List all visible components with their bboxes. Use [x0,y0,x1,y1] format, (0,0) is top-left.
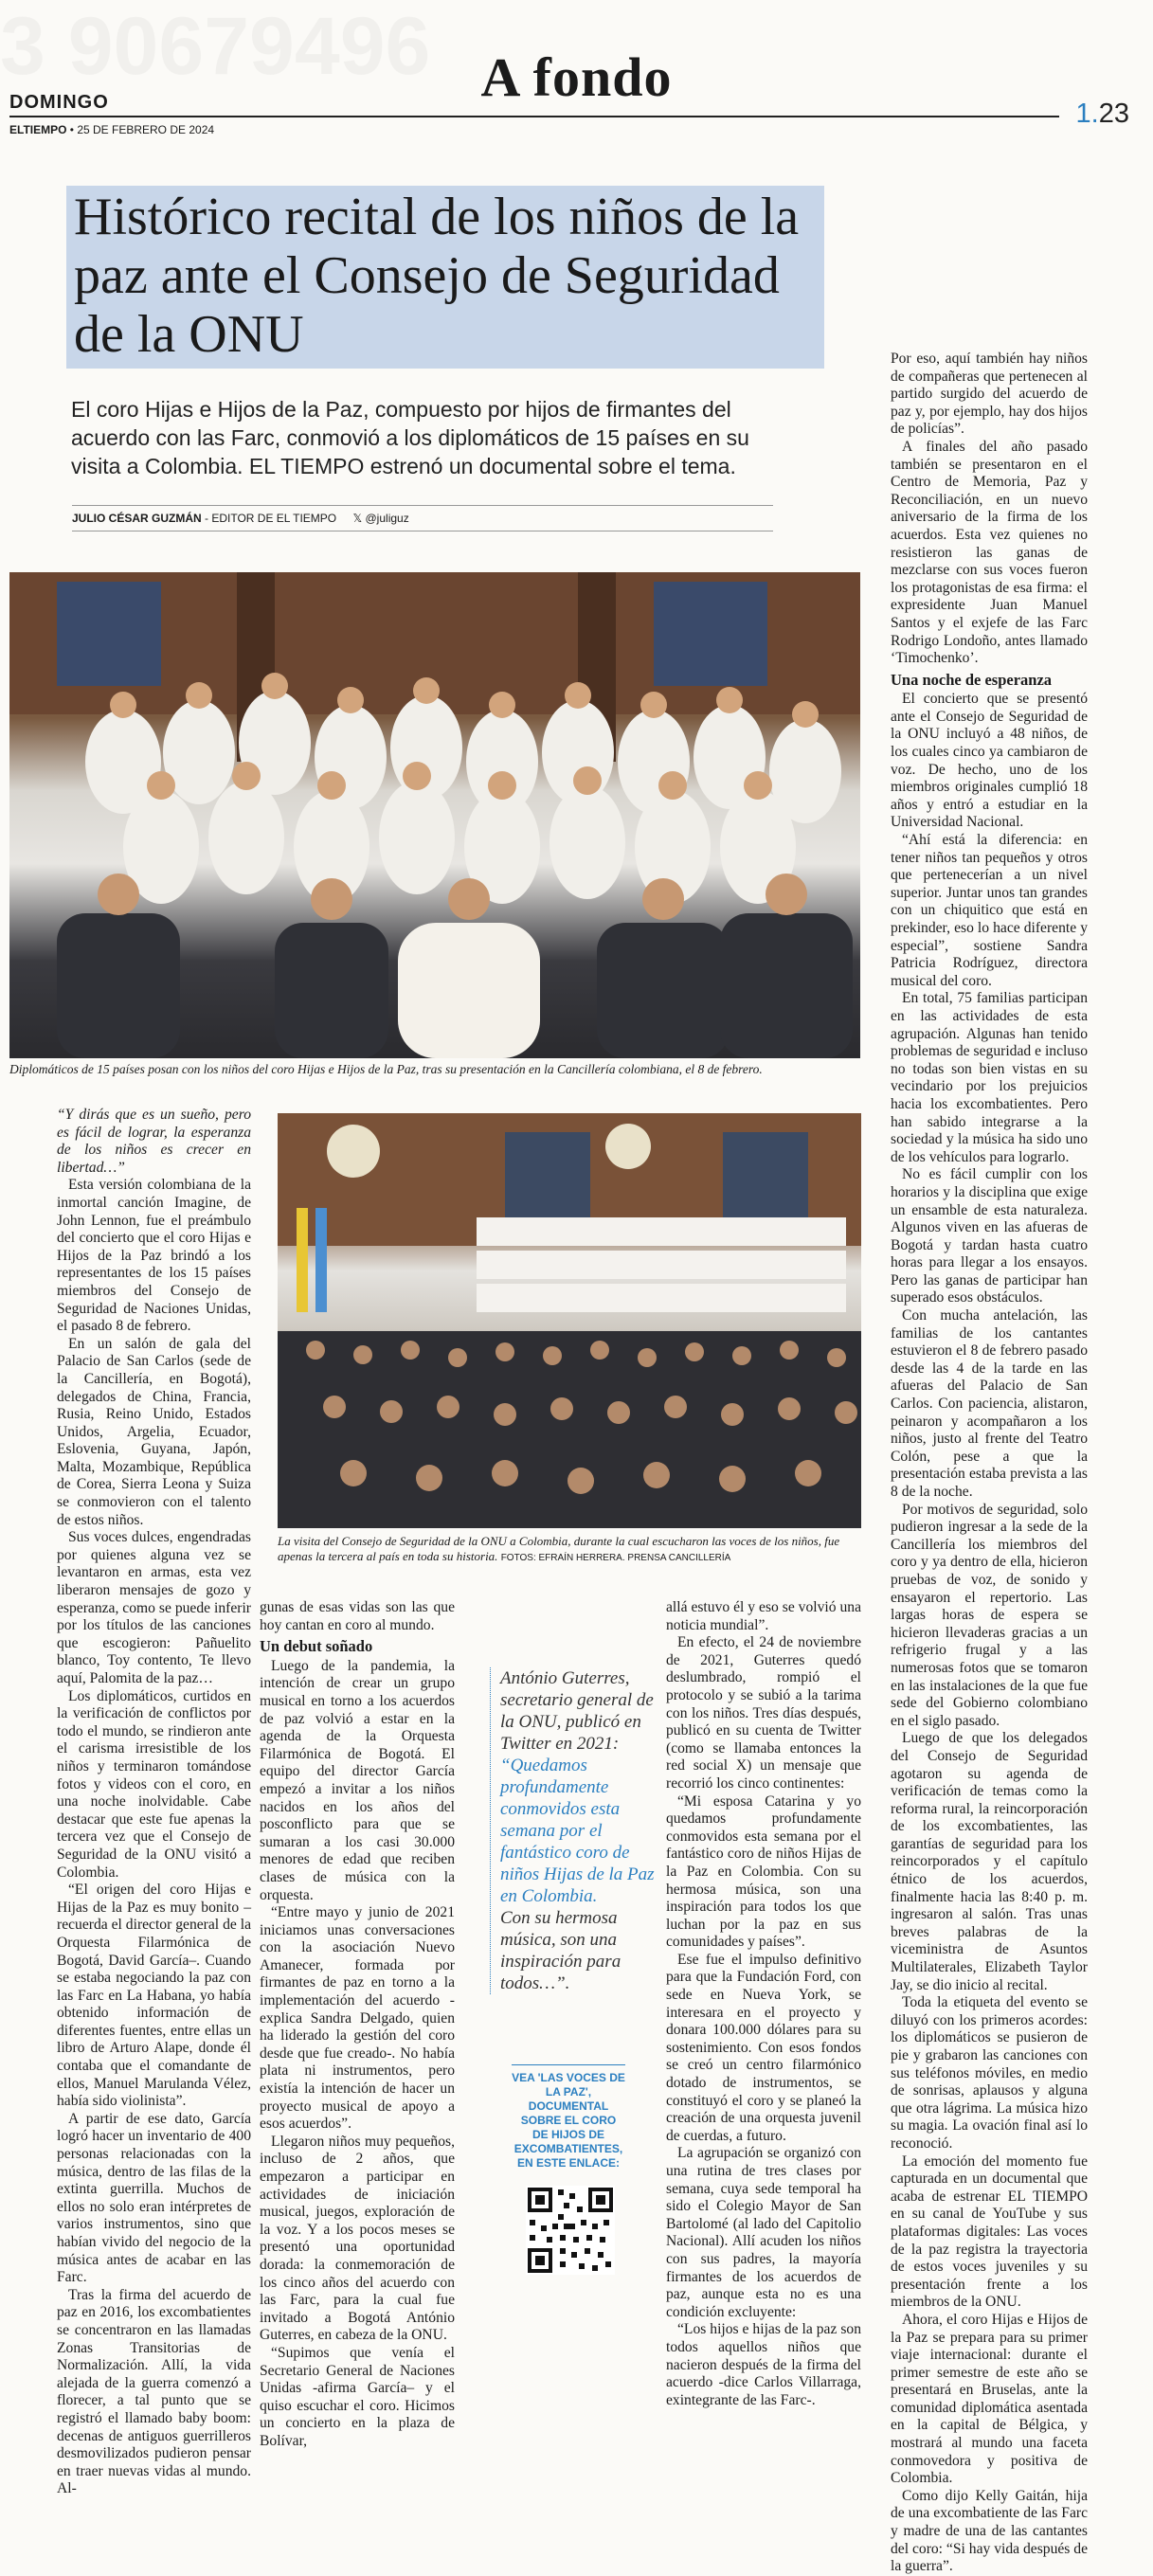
subhead-debut: Un debut soñado [260,1637,373,1656]
paragraph: El concierto que se presentó ante el Consejo de Seguridad de la ONU incluyó a 48 niños, de los cuales cinco ya cambiaron de voz. De hecho, uno de los miembros originales cumplió 18 años y entró a estudiar en la Universidad Nacional. [891,691,1088,831]
paragraph: “El origen del coro Hijas e Hijas de la Paz es muy bonito –recuerda el director general de la Orquesta Filarmónica de Bogotá, David García–. Cuando se estaba negociando la paz con las Farc en La Habana, yo había obtenido información de diferentes fuentes, entre ellas un libro de Arturo Alape, donde él contaba que el comandante de ellos, Manuel Marulanda Vélez, había sido violinista”. [57,1882,251,2110]
paragraph: Ese fue el impulso definitivo para que la Fundación Ford, con sede en Nueva York, se interesara en el proyecto y donara 100.000 dólares para su sostenimiento. Con esos fondos se creó un centro filarmónico dotado de instrumentos, se constituyó el coro y se planeó la creación de una orquesta juvenil de cuerdas, a futuro. [666,1951,861,2144]
photo-caption-2-text: La visita del Consejo de Seguridad de la ONU a Colombia, durante la cual escucharon las voces de los niños, fue apenas la tercera al país en toda su historia. [278,1534,840,1563]
subhead-noche: Una noche de esperanza [891,670,1053,689]
paragraph: Toda la etiqueta del evento se diluyó con los primeros acordes: los diplomáticos se pusieron de pie y grabaron las canciones con sus teléfonos móviles, en medio de sonrisas, aplausos y alguna que otra lágrima. La música hizo su magia. La ovación final así lo reconoció. [891,1994,1088,2152]
paragraph: La agrupación se organizó con una rutina de tres clases por semana, cuya sede temporal ha sido el Colegio Mayor de San Bartolomé (al lado del Capitolio Nacional). Allí acuden los niños con sus padres, la mayoría firmantes de los acuerdos de paz, aunque esta no es una condición excluyente: [666,2145,861,2320]
documentary-promo: VEA 'LAS VOCES DE LA PAZ', DOCUMENTAL SOBRE EL CORO DE HIJOS DE EXCOMBATIENTES, EN ESTE ENLACE: [512,2064,625,2171]
paragraph: Los diplomáticos, curtidos en la verificación de conflictos por todo el mundo, se rindieron ante el carisma irresistible de los niños y terminaron tomándose fotos y videos con el coro, en una noche inolvidable. Cabe destacar que este fue apenas la tercera vez que el Consejo de Seguridad de la ONU visitó a Colombia. [57,1687,251,1881]
column-2 [260,1599,455,2451]
column-1 [57,1107,251,2498]
paragraph: Como dijo Kelly Gaitán, hija de una excombatiente de las Farc y madre de una de las cantantes del coro: “Si hay vida después de la guerra”. [891,2487,1088,2575]
paragraph: Tras la firma del acuerdo de paz en 2016, los excombatientes se concentraron en las llamadas Zonas Transitorias de Normalización. Allí, la vida alejada de la guerra comenzó a florecer, a tal punto que se registró el llamado baby boom: decenas de antiguos guerrilleros desmovilizados pudieron pensar en traer nuevas vidas al mundo. Al- [57,2286,251,2497]
column-4 [891,351,1088,2576]
paragraph: Luego de que los delegados del Consejo de Seguridad agotaron su agenda de verificación de temas como la reforma rural, la reincorporación de los excombatientes, las garantías de seguridad para los reincorporados y el capítulo étnico de los acuerdos, finalmente hacia las 8:40 p. m. ingresaron al salón. Tras unas breves palabras de la viceministra de Asuntos Multilaterales, Elizabeth Taylor Jay, se dio inicio al recital. [891,1730,1088,1993]
opening-lyric: “Y dirás que es un sueño, pero es fácil de lograr, la esperanza de los niños es crecer en libertad…” [57,1107,251,1176]
paragraph: allá estuvo él y eso se volvió una noticia mundial”. [666,1599,861,1633]
edition-info [9,92,109,114]
header-rule [9,116,1059,117]
page-number [1076,99,1129,130]
photo-caption-2 [278,1534,861,1566]
pull-quote-intro: António Guterres, secretario general de la ONU, publicó en Twitter en 2021: [500,1668,654,1754]
byline [72,505,773,531]
pull-quote [490,1667,661,1994]
section-title: A fondo [480,46,673,108]
byline-role: - EDITOR DE EL TIEMPO [201,512,337,525]
photo-credit: FOTOS: EFRAÍN HERRERA. PRENSA CANCILLERÍA [500,1553,731,1563]
column-3 [666,1599,861,2409]
paragraph: Llegaron niños muy pequeños, incluso de 2 años, que empezaron a participar en actividades de iniciación musical, juegos, exploración de la voz. Y a los pocos meses se presentó una oportunidad dorada: la conmemoración de los cinco años del acuerdo con las Farc, para la cual fue invitado a Bogotá António Guterres, en cabeza de la ONU. [260,2133,455,2344]
concert-photo [278,1113,861,1528]
paragraph: “Los hijos e hijas de la paz son todos aquellos niños que nacieron después de la firma del acuerdo -dice Carlos Villarraga, exintegrante de las Farc-. [666,2321,861,2408]
pull-quote-end: Con su hermosa música, son una inspiración para todos…”. [500,1908,622,1993]
paragraph: No es fácil cumplir con los horarios y la disciplina que exige un ensamble de esta naturaleza. Algunos viven en las afueras de Bogotá y tardan hasta cuatro horas para llegar a los ensayos. Pero las ganas de participar han superado esos obstáculos. [891,1166,1088,1306]
paragraph: “Supimos que venía el Secretario General de Naciones Unidas -afirma García– y el quiso escuchar el coro. Hicimos un concierto en la plaza de Bolívar, [260,2344,455,2449]
paragraph: En efecto, el 24 de noviembre de 2021, Guterres quedó deslumbrado, rompió el protocolo y se subió a la tarima con los niños. Tres días después, publicó en su cuenta de Twitter (como se llamaba entonces la red social X) un mensaje que recorrió los cinco continentes: [666,1634,861,1792]
date-text: • 25 DE FEBRERO DE 2024 [66,123,215,136]
concert-photo-illustration [278,1113,861,1528]
edition-date [9,121,214,138]
paragraph: Con mucha antelación, las familias de los cantantes estuvieron el 8 de febrero pasado desde las 4 de la tarde en las afueras del Palacio de San Carlos. Con paciencia, alistaron, peinaron y acompañaron a los niños, justo al frente del Teatro Colón, pese a que la presentación estaba prevista a las 8 de la noche. [891,1307,1088,1500]
paper-name: ELTIEMPO [9,123,67,136]
paragraph: Esta versión colombiana de la inmortal canción Imagine, de John Lennon, fue el preámbulo del concierto que el coro Hijas e Hijos de la Paz brindó a los representantes de los 15 países miembros del Consejo de Seguridad de Naciones Unidas, el pasado 8 de febrero. [57,1177,251,1335]
paragraph: A partir de ese dato, García logró hacer un inventario de 400 personas relacionadas con la música, dentro de las filas de la extinta guerrilla. Muchos de ellos no solo eran intérpretes de varios instrumentos, sino que habían vivido del negocio de la música antes de acabar en las Farc. [57,2110,251,2286]
paragraph: “Ahí está la diferencia: en tener niños tan pequeños y otros que pertenecerían a un nivel superior. Juntar unos tan grandes con un chiquitico que está en prekinder, eso lo hace diferente y especial”, sostiene Sandra Patricia Rodríguez, directora musical del coro. [891,832,1088,989]
page-number-prefix: 1. [1075,99,1099,129]
qr-code-icon [526,2186,615,2275]
deck: El coro Hijas e Hijos de la Paz, compuesto por hijos de firmantes del acuerdo con las Farc, conmovió a los diplomáticos de 15 países en su visita a Colombia. EL TIEMPO estrenó un documental sobre el tema. [71,397,749,478]
photo-caption-1: Diplomáticos de 15 países posan con los niños del coro Hijas e Hijos de la Paz, tras su presentación en la Cancillería colombiana, el 8 de febrero. [9,1062,763,1076]
choir-photo [9,572,860,1058]
paragraph: Por motivos de seguridad, solo pudieron ingresar a la sede de la Cancillería los miembros del coro y ya dentro de ella, hicieron pruebas de voz, de sonido y ensayaron el repertorio. Las largas horas de espera se hicieron llevaderas gracias a un refrigerio frugal y a las numerosas fotos que se tomaron en las instalaciones de la que fue sede del Gobierno colombiano en el siglo pasado. [891,1501,1088,1729]
byline-handle[interactable]: 𝕏 @juliguz [352,512,409,525]
paragraph: En un salón de gala del Palacio de San Carlos (sede de la Cancillería, en Bogotá), delegados de China, Francia, Rusia, Reino Unido, Estados Unidos, Argelia, Ecuador, Eslovenia, Guyana, Japón, Malta, Mozambique, República de Corea, Sierra Leona y Suiza se conmovieron con el talento de estos niños. [57,1335,251,1528]
paragraph: Luego de la pandemia, la intención de crear un grupo musical en torno a los acuerdos de paz volvió a estar en la agenda de la Orquesta Filarmónica de Bogotá. El equipo del director García empezó a invitar a los niños nacidos en los años del posconflicto para que se sumaran a los casi 30.000 menores de edad que reciben clases de música con la orquesta. [260,1657,455,1903]
pull-quote-text: “Quedamos profundamente conmovidos esta semana por el fantástico coro de niños Hijas de la Paz en Colombia. [500,1756,655,1906]
paragraph: gunas de esas vidas son las que hoy cantan en coro al mundo. [260,1599,455,1633]
paragraph: A finales del año pasado también se presentaron en el Centro de Memoria, Paz y Reconciliación, en un nuevo aniversario de la firma de los acuerdos. Esta vez quienes no resistieron las ganas de mezclarse con sus voces fueron los protagonistas de esa firma: el expresidente Juan Manuel Santos y el exjefe de las Farc Rodrigo Londoño, antes llamado ‘Timochenko’. [891,438,1088,667]
paragraph: “Entre mayo y junio de 2021 iniciamos unas conversaciones con la asociación Nuevo Amanecer, formada por firmantes de paz en torno a la implementación del acuerdo -explica Sandra Delgado, quien ha liderado la gestión del coro desde que fue creado-. No había plata ni instrumentos, pero existía la intención de hacer un proyecto musical de apoyo a esos acuerdos”. [260,1904,455,2133]
qr-code[interactable] [526,2186,615,2275]
choir-photo-illustration [9,572,860,1058]
page-number-value: 23 [1098,99,1129,129]
paragraph: Ahora, el coro Hijas e Hijos de la Paz se prepara para su primer viaje internacional: durante el primer semestre de este año se presentará en Bruselas, ante la comunidad diplomática asentada en la capital de Bélgica, y mostrará al mundo una faceta conmovedora y positiva de Colombia. [891,2311,1088,2487]
paragraph: En total, 75 familias participan en las actividades de esta agrupación. Algunas han tenido problemas de seguridad e incluso no todas son bien vistas en su vecindario por los prejuicios hacia los excombatientes. Pero han sabido integrarse a la sociedad y la música ha sido uno de los vehículos para lograrlo. [891,990,1088,1165]
byline-name: JULIO CÉSAR GUZMÁN [72,512,202,525]
paragraph: Por eso, aquí también hay niños de compañeras que pertenecen al partido surgido del acuerdo de paz y, por ejemplo, hay dos hijos de policías”. [891,351,1088,438]
paragraph: La emoción del momento fue capturada en un documental que acaba de estrenar EL TIEMPO en su canal de YouTube y sus plataformas digitales: Las voces de la paz registra la trayectoria de estos voces juveniles y su presentación frente a los miembros de la ONU. [891,2153,1088,2311]
paragraph: Sus voces dulces, engendradas por quienes alguna vez se levantaron en armas, esta vez liberaron mensajes de gozo y esperanza, como se puede inferir por los títulos de las canciones que escogieron: Pañuelito blanco, Toy contento, Te llevo aquí, Palomita de la paz… [57,1529,251,1686]
edition-day: DOMINGO [9,92,109,113]
headline: Histórico recital de los niños de la paz ante el Consejo de Seguridad de la ONU [74,188,800,364]
paragraph: “Mi esposa Catarina y yo quedamos profundamente conmovidos esta semana por el fantástico coro de niños Hijas de la Paz en Colombia. Con su hermosa música, son una inspiración para todos los que luchan por la paz en sus comunidades y países”. [666,1792,861,1951]
